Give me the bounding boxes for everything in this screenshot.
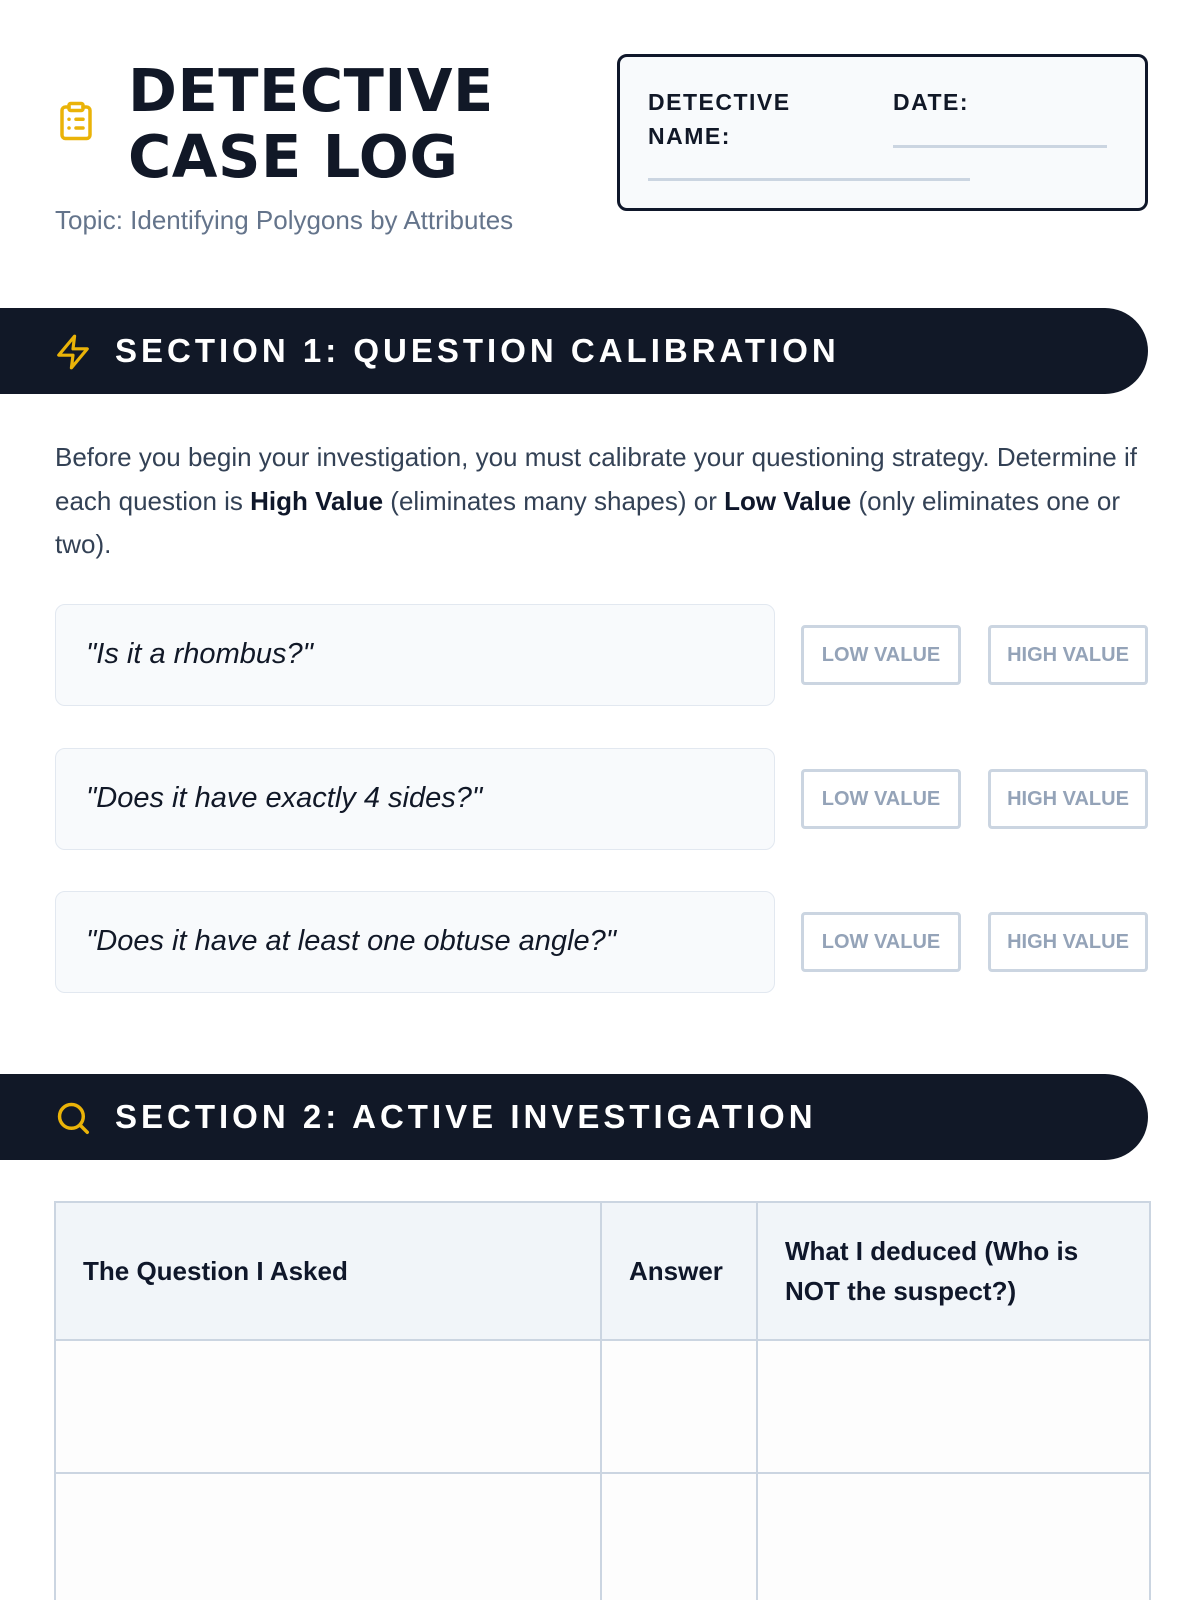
deduction-cell[interactable] — [757, 1473, 1150, 1600]
header — [0, 0, 1200, 280]
detective-name-field[interactable] — [648, 178, 970, 181]
high-value-button-1[interactable]: HIGH VALUE — [988, 625, 1148, 685]
low-value-button-1[interactable]: LOW VALUE — [801, 625, 961, 685]
question-text: "Does it have at least one obtuse angle?" — [86, 925, 617, 957]
section1-title: SECTION 1: QUESTION CALIBRATION — [115, 332, 840, 369]
date-field[interactable] — [893, 145, 1107, 148]
column-header-answer: Answer — [601, 1202, 757, 1340]
low-value-term: Low Value — [724, 485, 852, 516]
search-icon — [54, 1099, 92, 1137]
low-value-button-3[interactable]: LOW VALUE — [801, 912, 961, 972]
question-cell[interactable] — [55, 1473, 601, 1600]
table-header-row — [55, 1202, 1150, 1340]
section2-header — [0, 1074, 1148, 1160]
question-text: "Is it a rhombus?" — [86, 638, 313, 670]
section1-instructions: Before you begin your investigation, you must calibrate your questioning strategy. Determine if each question is High Value (eliminates many shapes) or Low Value (only eliminates one or two). — [55, 442, 1137, 559]
investigation-log-table — [54, 1201, 1151, 1600]
topic-subtitle: Topic: Identifying Polygons by Attributes — [55, 205, 514, 235]
page-title: DETECTIVE CASE LOG — [128, 56, 494, 191]
high-value-term: High Value — [250, 485, 384, 516]
low-value-button-2[interactable]: LOW VALUE — [801, 769, 961, 829]
question-cell[interactable] — [55, 1340, 601, 1473]
clipboard-icon — [55, 97, 97, 145]
question-card-2 — [55, 748, 775, 850]
question-text: "Does it have exactly 4 sides?" — [86, 782, 483, 814]
date-label: DATE: — [893, 89, 970, 115]
table-row — [55, 1473, 1150, 1600]
section1-header — [0, 308, 1148, 394]
question-card-1 — [55, 604, 775, 706]
detective-id-card — [617, 54, 1148, 211]
detective-name-label: DETECTIVE NAME: — [648, 89, 791, 149]
answer-cell[interactable] — [601, 1340, 757, 1473]
table-row — [55, 1340, 1150, 1473]
answer-cell[interactable] — [601, 1473, 757, 1600]
deduction-cell[interactable] — [757, 1340, 1150, 1473]
column-header-deduction: What I deduced (Who is NOT the suspect?) — [757, 1202, 1150, 1340]
section2-title: SECTION 2: ACTIVE INVESTIGATION — [115, 1098, 817, 1135]
question-card-3 — [55, 891, 775, 993]
lightning-icon — [54, 333, 92, 371]
high-value-button-2[interactable]: HIGH VALUE — [988, 769, 1148, 829]
high-value-button-3[interactable]: HIGH VALUE — [988, 912, 1148, 972]
column-header-question: The Question I Asked — [55, 1202, 601, 1340]
